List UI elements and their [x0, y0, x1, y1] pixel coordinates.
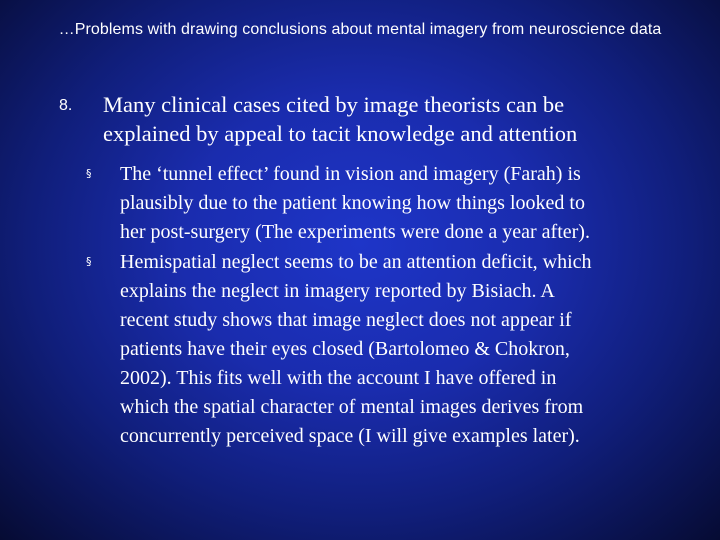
bullet-line: The ‘tunnel effect’ found in vision and imagery (Farah) is: [120, 163, 581, 185]
bullet-item: [86, 160, 696, 247]
bullet-text: [120, 248, 695, 451]
square-bullet-icon: §: [86, 255, 92, 268]
bullet-text: [120, 160, 695, 247]
bullet-line: recent study shows that image neglect does not appear if: [120, 309, 572, 331]
item-line: explained by appeal to tacit knowledge and attention: [103, 121, 578, 146]
bullet-line: which the spatial character of mental images derives from: [120, 396, 584, 418]
slide-title: …Problems with drawing conclusions about mental imagery from neuroscience data: [58, 21, 662, 38]
bullet-line: concurrently perceived space (I will give examples later).: [120, 425, 580, 447]
bullet-line: plausibly due to the patient knowing how things looked to: [120, 192, 585, 214]
bullet-line: patients have their eyes closed (Bartolomeo & Chokron,: [120, 338, 570, 360]
item-number: 8.: [59, 97, 73, 114]
square-bullet-icon: §: [86, 167, 92, 180]
bullet-item: [86, 248, 696, 451]
bullet-line: 2002). This fits well with the account I have offered in: [120, 367, 557, 389]
item-text: [103, 90, 663, 148]
bullet-line: her post-surgery (The experiments were done a year after).: [120, 221, 590, 243]
bullet-line: Hemispatial neglect seems to be an attention deficit, which: [120, 251, 592, 273]
bullet-line: explains the neglect in imagery reported by Bisiach. A: [120, 280, 555, 302]
item-line: Many clinical cases cited by image theorists can be: [103, 92, 565, 117]
bullet-list: [86, 160, 696, 452]
